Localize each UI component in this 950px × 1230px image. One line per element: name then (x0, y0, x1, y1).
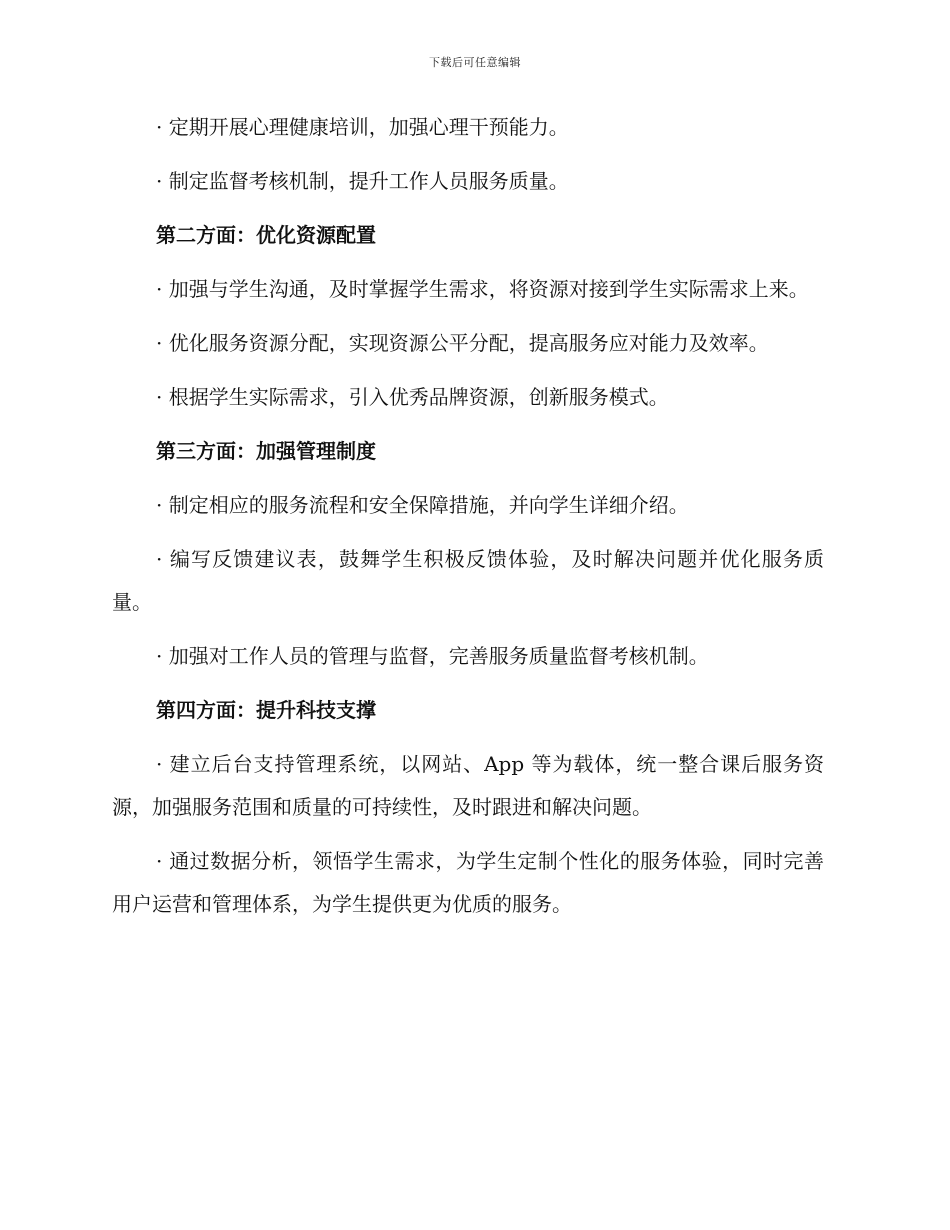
section-heading: 第四方面：提升科技支撑 (156, 698, 376, 722)
section-heading: 第二方面：优化资源配置 (156, 223, 376, 247)
bullet-paragraph: · 通过数据分析，领悟学生需求，为学生定制个性化的服务体验，同时完善用户运营和管理体系，为学生提供更为优质的服务。 (112, 849, 824, 916)
bullet-paragraph: · 编写反馈建议表，鼓舞学生积极反馈体验，及时解决问题并优化服务质量。 (112, 547, 824, 614)
bullet-paragraph: · 加强与学生沟通，及时掌握学生需求，将资源对接到学生实际需求上来。 (156, 277, 809, 301)
section-heading: 第三方面：加强管理制度 (156, 439, 376, 463)
bullet-paragraph: · 优化服务资源分配，实现资源公平分配，提高服务应对能力及效率。 (156, 331, 769, 355)
bullet-paragraph: · 定期开展心理健康培训，加强心理干预能力。 (156, 115, 569, 139)
bullet-paragraph: · 加强对工作人员的管理与监督，完善服务质量监督考核机制。 (156, 644, 709, 668)
document-body (112, 106, 824, 937)
bullet-paragraph: · 建立后台支持管理系统，以网站、App 等为载体，统一整合课后服务资源，加强服务范围和质量的可持续性，及时跟进和解决问题。 (112, 752, 824, 819)
bullet-paragraph: · 制定相应的服务流程和安全保障措施，并向学生详细介绍。 (156, 493, 689, 517)
page-header: 下载后可任意编辑 (429, 56, 521, 69)
bullet-paragraph: · 制定监督考核机制，提升工作人员服务质量。 (156, 169, 569, 193)
bullet-paragraph: · 根据学生实际需求，引入优秀品牌资源，创新服务模式。 (156, 385, 669, 409)
